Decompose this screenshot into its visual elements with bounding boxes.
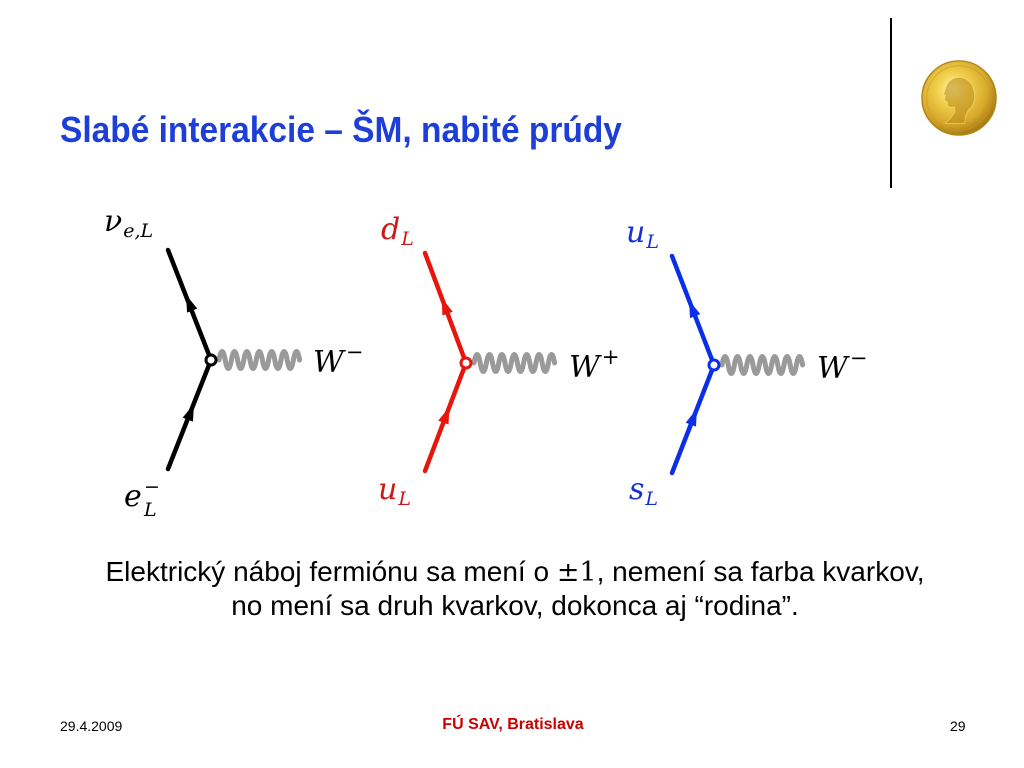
label-upper-right	[626, 215, 659, 253]
label-symbol: W	[569, 350, 600, 385]
footer-institution: FÚ SAV, Bratislava	[442, 716, 584, 733]
fermion-arrow-upper	[684, 298, 700, 318]
fermion-arrow-upper	[181, 293, 197, 313]
label-boson-left	[313, 340, 364, 380]
body-line-1-end: , nemení sa farba kvarkov,	[596, 556, 925, 587]
feynman-diagram-left	[168, 250, 300, 469]
footer-date: 29.4.2009	[60, 718, 123, 734]
label-symbol: W	[817, 351, 848, 386]
slide-title: Slabé interakcie – ŠM, nabité prúdy	[60, 109, 622, 150]
label-lower-left	[124, 476, 160, 521]
label-subscript: e,L	[123, 220, 154, 242]
label-upper-left	[104, 204, 154, 242]
label-symbol: d	[381, 212, 401, 247]
label-lower-right	[629, 472, 659, 510]
label-boson-middle	[569, 345, 620, 385]
interaction-vertex	[461, 358, 471, 368]
fermion-arrow-lower	[438, 405, 454, 425]
label-superscript: −	[849, 346, 868, 370]
label-upper-middle	[381, 212, 414, 250]
label-superscript: −	[144, 476, 160, 498]
w-boson-wavy-line	[474, 355, 555, 372]
fermion-arrow-lower	[183, 402, 199, 422]
w-boson-wavy-line	[722, 357, 803, 374]
body-line-1	[6, 555, 1024, 589]
body-math-value: ±1	[556, 557, 597, 588]
label-subscript: L	[144, 499, 157, 521]
feynman-diagram-right	[672, 256, 803, 473]
label-boson-right	[817, 346, 868, 386]
label-symbol: s	[629, 472, 645, 507]
label-subscript: L	[398, 488, 411, 510]
label-symbol: u	[626, 215, 646, 250]
body-text	[6, 555, 1024, 622]
interaction-vertex	[709, 360, 719, 370]
label-subscript: L	[645, 488, 659, 510]
label-symbol: u	[378, 472, 398, 507]
body-line-1-start: Elektrický náboj fermiónu sa mení o	[105, 556, 557, 587]
label-subscript: L	[646, 231, 659, 253]
fermion-arrow-upper	[437, 296, 453, 316]
footer-page-number: 29	[950, 718, 966, 734]
label-subscript: L	[401, 228, 414, 250]
label-superscript: +	[601, 345, 620, 369]
fermion-arrow-lower	[686, 407, 702, 427]
body-line-2: no mení sa druh kvarkov, dokonca aj “rodina”.	[231, 590, 799, 621]
label-symbol: e	[124, 479, 142, 514]
w-boson-wavy-line	[219, 352, 300, 369]
interaction-vertex	[206, 355, 216, 365]
feynman-diagram-middle	[425, 253, 555, 471]
label-symbol: ν	[104, 204, 123, 239]
label-symbol: W	[313, 345, 344, 380]
label-superscript: −	[345, 340, 364, 364]
label-lower-middle	[378, 472, 411, 510]
